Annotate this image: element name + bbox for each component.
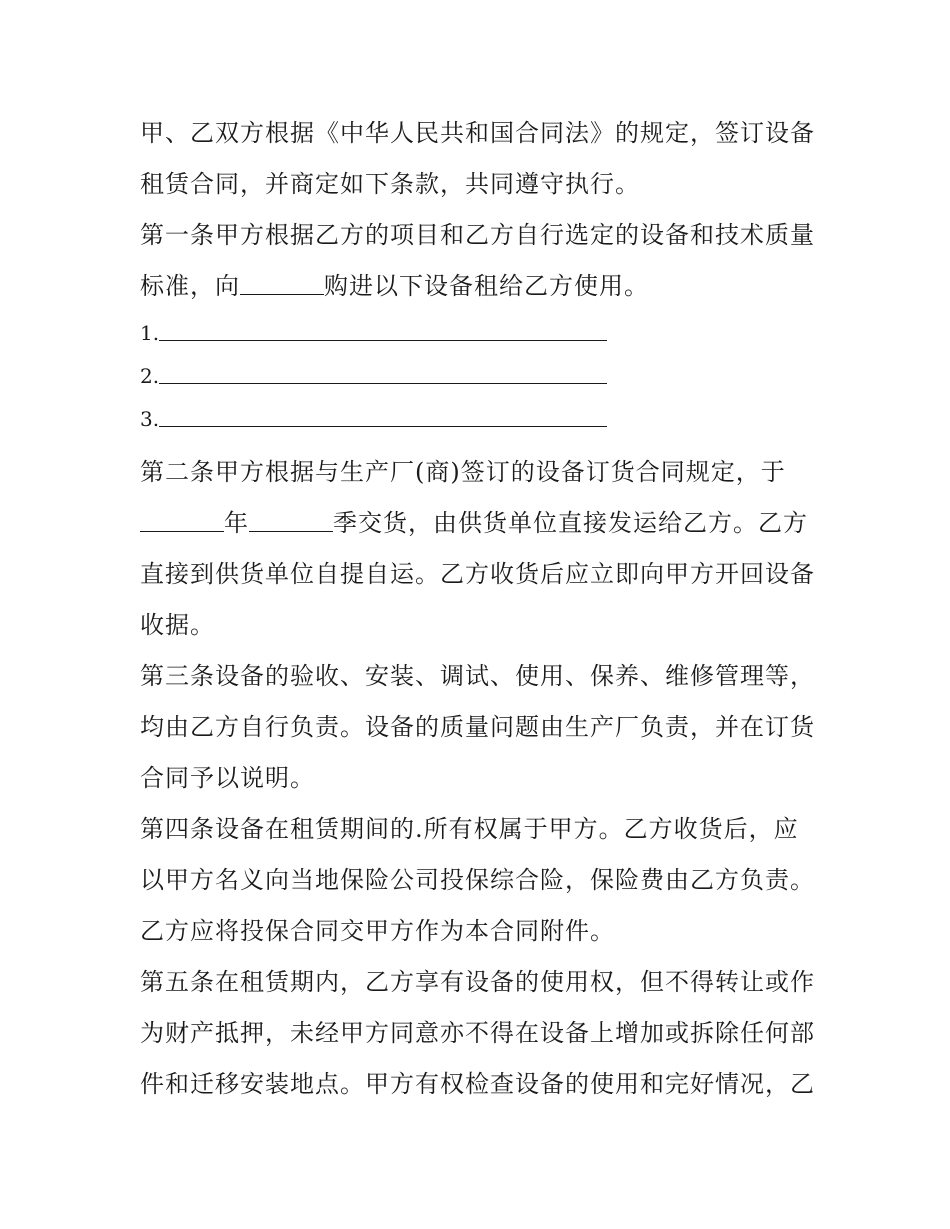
article4-line-3: 乙方应将投保合同交甲方作为本合同附件。 <box>140 917 615 945</box>
article2-line-3: 直接到供货单位自提自运。乙方收货后应立即向甲方开回设备 <box>140 560 815 588</box>
equipment-item-blank <box>159 406 607 427</box>
supplier-blank <box>240 274 324 295</box>
article2-line-2-suffix: 季交货，由供货单位直接发运给乙方。乙方 <box>333 509 808 537</box>
equipment-item-1 <box>140 312 820 355</box>
article1-line-2-suffix: 购进以下设备租给乙方使用。 <box>324 272 649 300</box>
equipment-item-3 <box>140 398 820 441</box>
article3-line-1: 第三条设备的验收、安装、调试、使用、保养、维修管理等， <box>140 662 815 690</box>
equipment-item-number: 2. <box>140 364 160 388</box>
article4-line-1: 第四条设备在租赁期间的.所有权属于甲方。乙方收货后，应 <box>140 815 799 843</box>
article3-line-3: 合同予以说明。 <box>140 764 315 792</box>
article2-line-1: 第二条甲方根据与生产厂(商)签订的设备订货合同规定，于 <box>140 458 786 486</box>
year-label: 年 <box>224 509 249 537</box>
equipment-item-number: 1. <box>140 321 160 345</box>
equipment-item-blank <box>159 363 607 384</box>
equipment-item-2 <box>140 355 820 398</box>
article2-line-2 <box>140 498 820 549</box>
intro-line-1: 甲、乙双方根据《中华人民共和国合同法》的规定，签订设备 <box>140 119 815 147</box>
intro-line-2: 租赁合同，并商定如下条款，共同遵守执行。 <box>140 170 640 198</box>
article3-line-2: 均由乙方自行负责。设备的质量问题由生产厂负责，并在订货 <box>140 713 815 741</box>
equipment-item-number: 3. <box>140 407 160 431</box>
article4-line-2: 以甲方名义向当地保险公司投保综合险，保险费由乙方负责。 <box>140 866 815 894</box>
article5-line-3: 件和迁移安装地点。甲方有权检查设备的使用和完好情况，乙 <box>140 1070 815 1098</box>
article1-line-2-prefix: 标准，向 <box>140 272 240 300</box>
article5-line-1: 第五条在租赁期内，乙方享有设备的使用权，但不得转让或作 <box>140 968 815 996</box>
contract-page <box>140 108 820 1110</box>
equipment-item-blank <box>159 320 607 341</box>
article1-line-2 <box>140 261 820 312</box>
year-blank <box>140 511 224 532</box>
article2-line-4: 收据。 <box>140 611 215 639</box>
article5-line-2: 为财产抵押，未经甲方同意亦不得在设备上增加或拆除任何部 <box>140 1019 815 1047</box>
season-blank <box>249 511 333 532</box>
article1-line-1: 第一条甲方根据乙方的项目和乙方自行选定的设备和技术质量 <box>140 221 815 249</box>
